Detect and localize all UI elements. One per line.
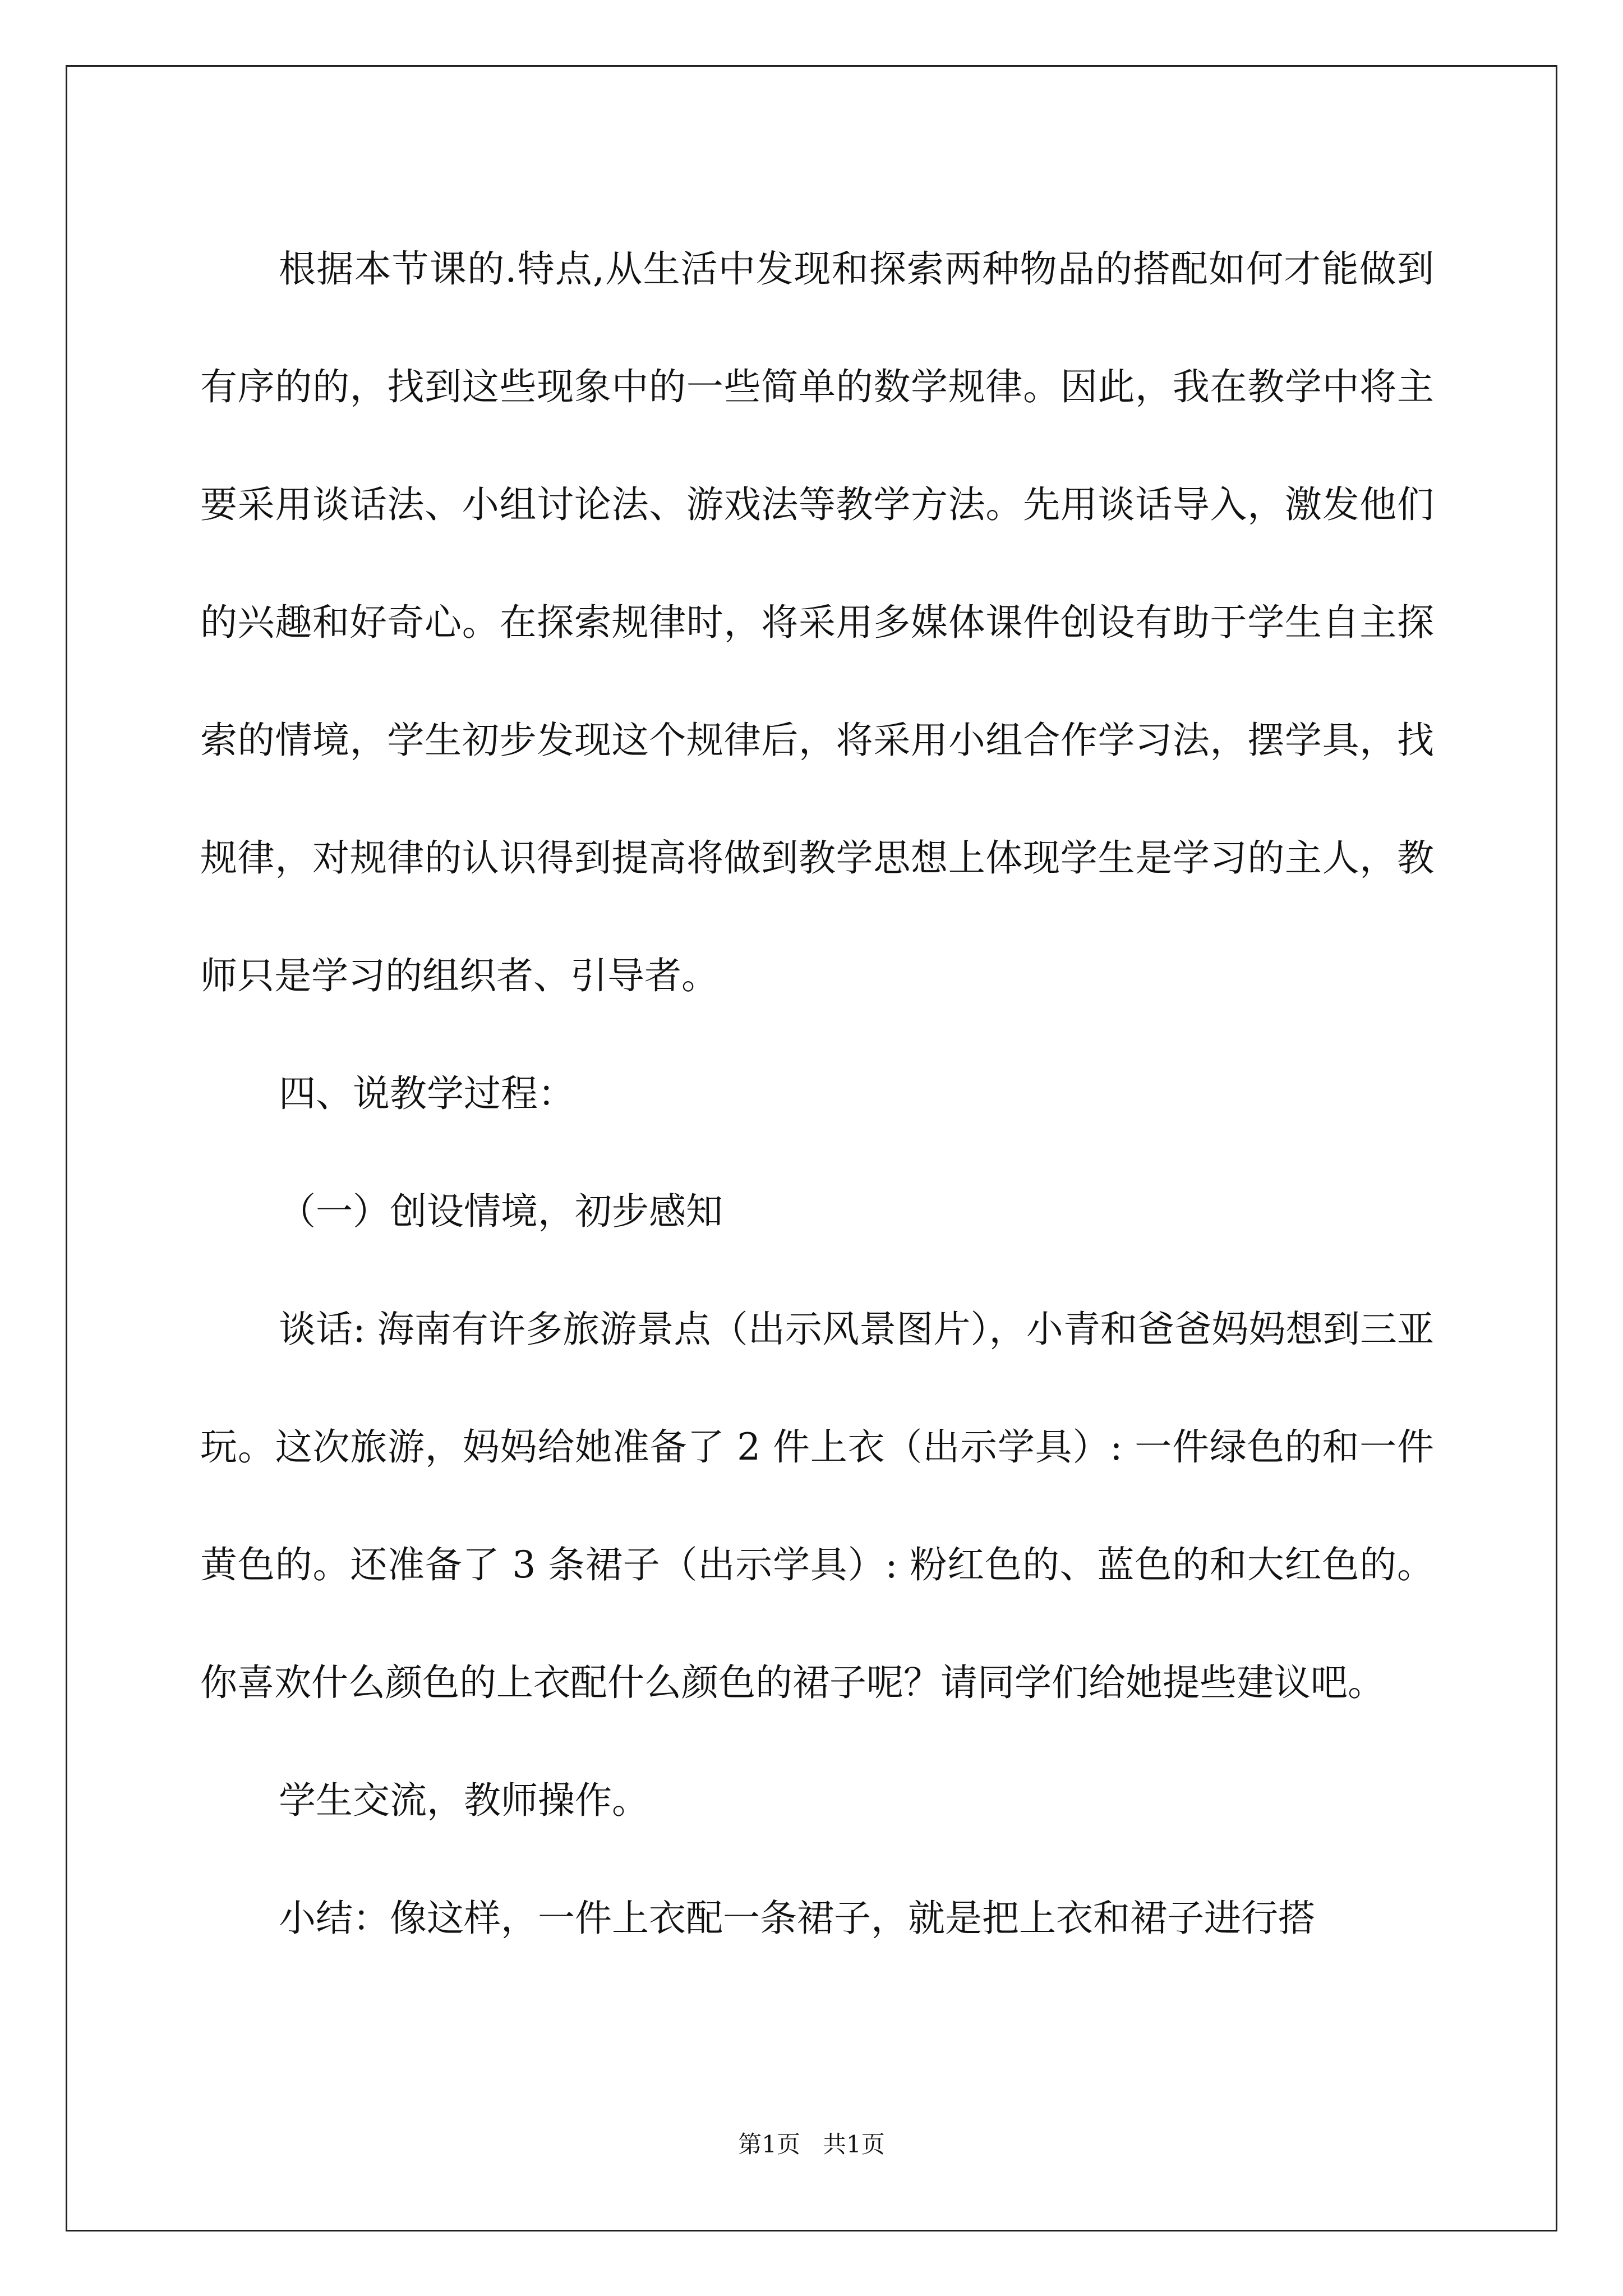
paragraph-dialogue: 谈话: 海南有许多旅游景点（出示风景图片），小青和爸爸妈妈想到三亚玩。这次旅游，妈妈给她准备了 2 件上衣（出示学具）: 一件绿色的和一件黄色的。还准备了 3 条裙子（出示学具）: 粉红色的、蓝色的和大红色的。你喜欢什么颜色的上衣配什么颜色的裙子呢？请同学们给她提些建议吧。 [200, 1308, 1434, 1704]
document-body [200, 210, 1434, 1977]
paragraph-summary: 小结：像这样，一件上衣配一条裙子，就是把上衣和裙子进行搭 [279, 1897, 1315, 1940]
section-heading-teaching-process: 四、说教学过程： [279, 1072, 575, 1115]
paragraph-student-exchange: 学生交流，教师操作。 [279, 1779, 649, 1822]
subsection-heading-scenario: （一）创设情境，初步感知 [279, 1190, 723, 1233]
paragraph-teaching-method: 根据本节课的.特点,从生活中发现和探索两种物品的搭配如何才能做到有序的的，找到这些现象中的一些简单的数学规律。因此，我在教学中将主要采用谈话法、小组讨论法、游戏法等教学方法。先用谈话导入，激发他们的兴趣和好奇心。在探索规律时，将采用多媒体课件创设有助于学生自主探索的情境，学生初步发现这个规律后，将采用小组合作学习法，摆学具，找规律，对规律的认识得到提高将做到教学思想上体现学生是学习的主人，教师只是学习的组织者、引导者。 [200, 247, 1434, 997]
page-number: 第1页 [738, 2131, 800, 2158]
page-footer [0, 2126, 1623, 2160]
page-total: 共1页 [823, 2131, 885, 2158]
